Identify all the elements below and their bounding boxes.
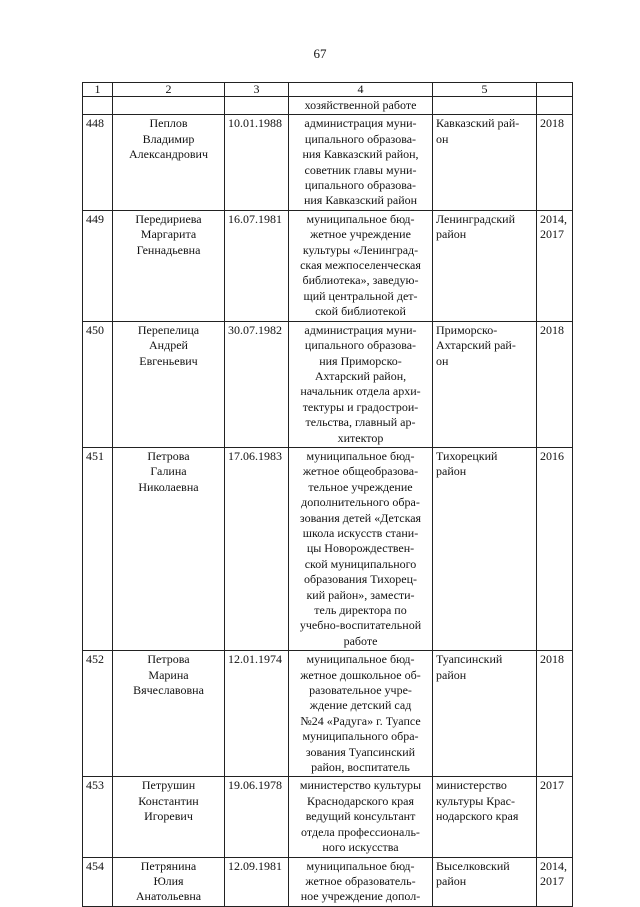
region-line: он <box>436 131 449 146</box>
birth-date-cell: 16.07.1981 <box>225 210 289 321</box>
workplace-position-cell <box>289 115 433 210</box>
workplace-position-line: зования детей «Детская <box>299 510 422 525</box>
workplace-position-line: советник главы муни- <box>304 162 417 177</box>
workplace-position-line: Краснодарского края <box>306 793 414 808</box>
region-cell <box>433 210 537 321</box>
birth-date-cell: 17.06.1983 <box>225 447 289 650</box>
workplace-position-line: библиотека», заведую- <box>302 273 419 288</box>
table-row <box>83 857 573 906</box>
region-line: Кавказский рай- <box>436 116 520 131</box>
birth-date-cell: 12.09.1981 <box>225 857 289 906</box>
workplace-position-cell <box>289 651 433 777</box>
region-cell <box>433 651 537 777</box>
continuation-text: хозяйственной работе <box>289 97 433 115</box>
table-row <box>83 651 573 777</box>
region-line: район <box>436 873 467 888</box>
workplace-position-line: тектуры и градострои- <box>302 399 419 414</box>
workplace-position-line: ской библиотекой <box>315 304 406 319</box>
workplace-position-line: ведущий консультант <box>305 809 416 824</box>
workplace-position-line: администрация муни- <box>304 116 417 131</box>
award-year-line: 2014, <box>540 858 567 873</box>
continuation-cell-empty <box>225 97 289 115</box>
table-row <box>83 115 573 210</box>
workplace-position-line: ждение детский сад <box>309 698 412 713</box>
workplace-position-line: дополнительного обра- <box>301 495 420 510</box>
region-cell <box>433 115 537 210</box>
award-year-cell <box>537 857 573 906</box>
award-year-line: 2014, <box>540 211 567 226</box>
award-year-line: 2018 <box>540 322 564 337</box>
column-number-4: 4 <box>289 83 433 97</box>
row-number-cell: 454 <box>83 857 113 906</box>
row-number-cell: 451 <box>83 447 113 650</box>
person-name-cell <box>113 777 225 857</box>
award-year-cell <box>537 447 573 650</box>
award-year-cell <box>537 321 573 447</box>
workplace-position-line: Ахтарский район, <box>314 368 407 383</box>
column-number-5: 5 <box>433 83 537 97</box>
award-year-line: 2017 <box>540 873 564 888</box>
workplace-position-line: хитектор <box>337 430 384 445</box>
person-name-line: Перепелица <box>137 322 200 337</box>
person-name-line: Игоревич <box>144 809 193 824</box>
person-name-line: Андрей <box>149 338 188 353</box>
continuation-cell-empty <box>433 97 537 115</box>
workplace-position-line: ное учреждение допол- <box>300 889 421 904</box>
table-row <box>83 447 573 650</box>
register-table <box>82 82 573 907</box>
award-year-cell <box>537 115 573 210</box>
workplace-position-line: культуры «Ленинград- <box>302 242 419 257</box>
region-cell <box>433 447 537 650</box>
person-name-line: Анатольевна <box>135 889 202 904</box>
region-line: нодарского края <box>436 809 519 824</box>
table-row <box>83 321 573 447</box>
person-name-line: Константин <box>138 793 199 808</box>
region-line: Туапсинский <box>436 652 503 667</box>
workplace-position-line: муниципальное бюд- <box>306 448 415 463</box>
award-year-line: 2018 <box>540 652 564 667</box>
column-number-6 <box>537 83 573 97</box>
person-name-line: Геннадьевна <box>136 242 201 257</box>
region-cell <box>433 857 537 906</box>
workplace-position-cell <box>289 857 433 906</box>
table-row <box>83 777 573 857</box>
region-line: министерство <box>436 778 507 793</box>
workplace-position-cell <box>289 321 433 447</box>
workplace-position-cell <box>289 777 433 857</box>
workplace-position-line: жетное общеобразова- <box>302 464 419 479</box>
workplace-position-line: район, воспитатель <box>311 760 410 775</box>
region-line: Ахтарский рай- <box>436 338 516 353</box>
region-line: он <box>436 353 449 368</box>
person-name-cell <box>113 857 225 906</box>
award-year-cell <box>537 777 573 857</box>
award-year-cell <box>537 210 573 321</box>
workplace-position-line: тельное учреждение <box>308 479 413 494</box>
row-number-cell: 449 <box>83 210 113 321</box>
region-line: Приморско- <box>436 322 498 337</box>
birth-date-cell: 19.06.1978 <box>225 777 289 857</box>
workplace-position-line: тельства, главный ар- <box>305 415 416 430</box>
workplace-position-line: ципального образова- <box>304 131 417 146</box>
person-name-line: Петрушин <box>141 778 196 793</box>
workplace-position-line: ния Приморско- <box>319 353 402 368</box>
workplace-position-line: ния Кавказский район <box>303 193 418 208</box>
workplace-position-line: ния Кавказский район, <box>302 147 419 162</box>
workplace-position-line: муниципального обра- <box>302 729 419 744</box>
workplace-position-line: муниципальное бюд- <box>306 858 415 873</box>
birth-date-cell: 10.01.1988 <box>225 115 289 210</box>
person-name-line: Юлия <box>153 873 184 888</box>
workplace-position-line: образования Тихорец- <box>303 572 418 587</box>
workplace-position-line: работе <box>343 633 378 648</box>
workplace-position-line: муниципальное бюд- <box>306 211 415 226</box>
workplace-position-line: щий центральной дет- <box>303 288 418 303</box>
birth-date-cell: 12.01.1974 <box>225 651 289 777</box>
region-line: район <box>436 464 467 479</box>
continuation-cell-empty <box>83 97 113 115</box>
workplace-position-line: ской муниципального <box>304 556 417 571</box>
workplace-position-line: министерство культуры <box>299 778 422 793</box>
person-name-cell <box>113 321 225 447</box>
column-number-1: 1 <box>83 83 113 97</box>
workplace-position-line: жетное дошкольное об- <box>300 667 421 682</box>
table-row <box>83 210 573 321</box>
person-name-line: Марина <box>148 667 189 682</box>
workplace-position-line: отдела профессиональ- <box>301 824 420 839</box>
region-cell <box>433 321 537 447</box>
person-name-cell <box>113 447 225 650</box>
region-line: Выселковский <box>436 858 510 873</box>
workplace-position-line: ская межпоселенческая <box>300 258 421 273</box>
column-number-3: 3 <box>225 83 289 97</box>
person-name-cell <box>113 210 225 321</box>
workplace-position-line: зования Туапсинский <box>305 744 416 759</box>
person-name-line: Петрянина <box>140 858 197 873</box>
workplace-position-cell <box>289 210 433 321</box>
person-name-line: Николаевна <box>138 479 199 494</box>
register-table-body <box>83 83 573 907</box>
person-name-line: Петрова <box>147 448 190 463</box>
page-number: 67 <box>313 46 327 61</box>
workplace-position-cell <box>289 447 433 650</box>
column-number-2: 2 <box>113 83 225 97</box>
workplace-position-line: ципального образова- <box>304 338 417 353</box>
person-name-line: Александрович <box>129 147 208 162</box>
workplace-position-line: школа искусств стани- <box>302 525 419 540</box>
workplace-position-line: жетное учреждение <box>310 227 411 242</box>
birth-date-cell: 30.07.1982 <box>225 321 289 447</box>
workplace-position-line: жетное образователь- <box>305 873 416 888</box>
workplace-position-line: цы Новорождествен- <box>306 541 415 556</box>
workplace-position-line: учебно-воспитательной <box>299 618 422 633</box>
workplace-position-line: ципального образова- <box>304 178 417 193</box>
person-name-line: Пеплов <box>149 116 188 131</box>
person-name-cell <box>113 651 225 777</box>
workplace-position-line: ного искусства <box>322 840 399 855</box>
workplace-position-line: кий район», замести- <box>306 587 415 602</box>
award-year-line: 2017 <box>540 778 564 793</box>
region-line: культуры Крас- <box>436 793 515 808</box>
continuation-cell-empty <box>537 97 573 115</box>
region-line: Тихорецкий <box>436 448 498 463</box>
workplace-position-line: начальник отдела архи- <box>300 384 421 399</box>
workplace-position-line: муниципальное бюд- <box>306 652 415 667</box>
award-year-line: 2016 <box>540 448 564 463</box>
column-number-row <box>83 83 573 97</box>
person-name-line: Евгеньевич <box>139 353 198 368</box>
workplace-position-line: разовательное учре- <box>309 683 412 698</box>
row-number-cell: 450 <box>83 321 113 447</box>
person-name-line: Передириева <box>135 211 202 226</box>
award-year-line: 2018 <box>540 116 564 131</box>
region-line: район <box>436 667 467 682</box>
row-number-cell: 453 <box>83 777 113 857</box>
region-cell <box>433 777 537 857</box>
person-name-line: Галина <box>150 464 187 479</box>
award-year-line: 2017 <box>540 227 564 242</box>
region-line: Ленинградский <box>436 211 516 226</box>
workplace-position-line: №24 «Радуга» г. Туапсе <box>300 713 421 728</box>
region-line: район <box>436 227 467 242</box>
person-name-line: Маргарита <box>140 227 197 242</box>
row-number-cell: 448 <box>83 115 113 210</box>
person-name-cell <box>113 115 225 210</box>
person-name-line: Петрова <box>147 652 190 667</box>
person-name-line: Владимир <box>142 131 195 146</box>
continuation-cell-empty <box>113 97 225 115</box>
award-year-cell <box>537 651 573 777</box>
workplace-position-line: администрация муни- <box>304 322 417 337</box>
row-number-cell: 452 <box>83 651 113 777</box>
continuation-row <box>83 97 573 115</box>
person-name-line: Вячеславовна <box>133 683 204 698</box>
workplace-position-line: тель директора по <box>314 603 407 617</box>
